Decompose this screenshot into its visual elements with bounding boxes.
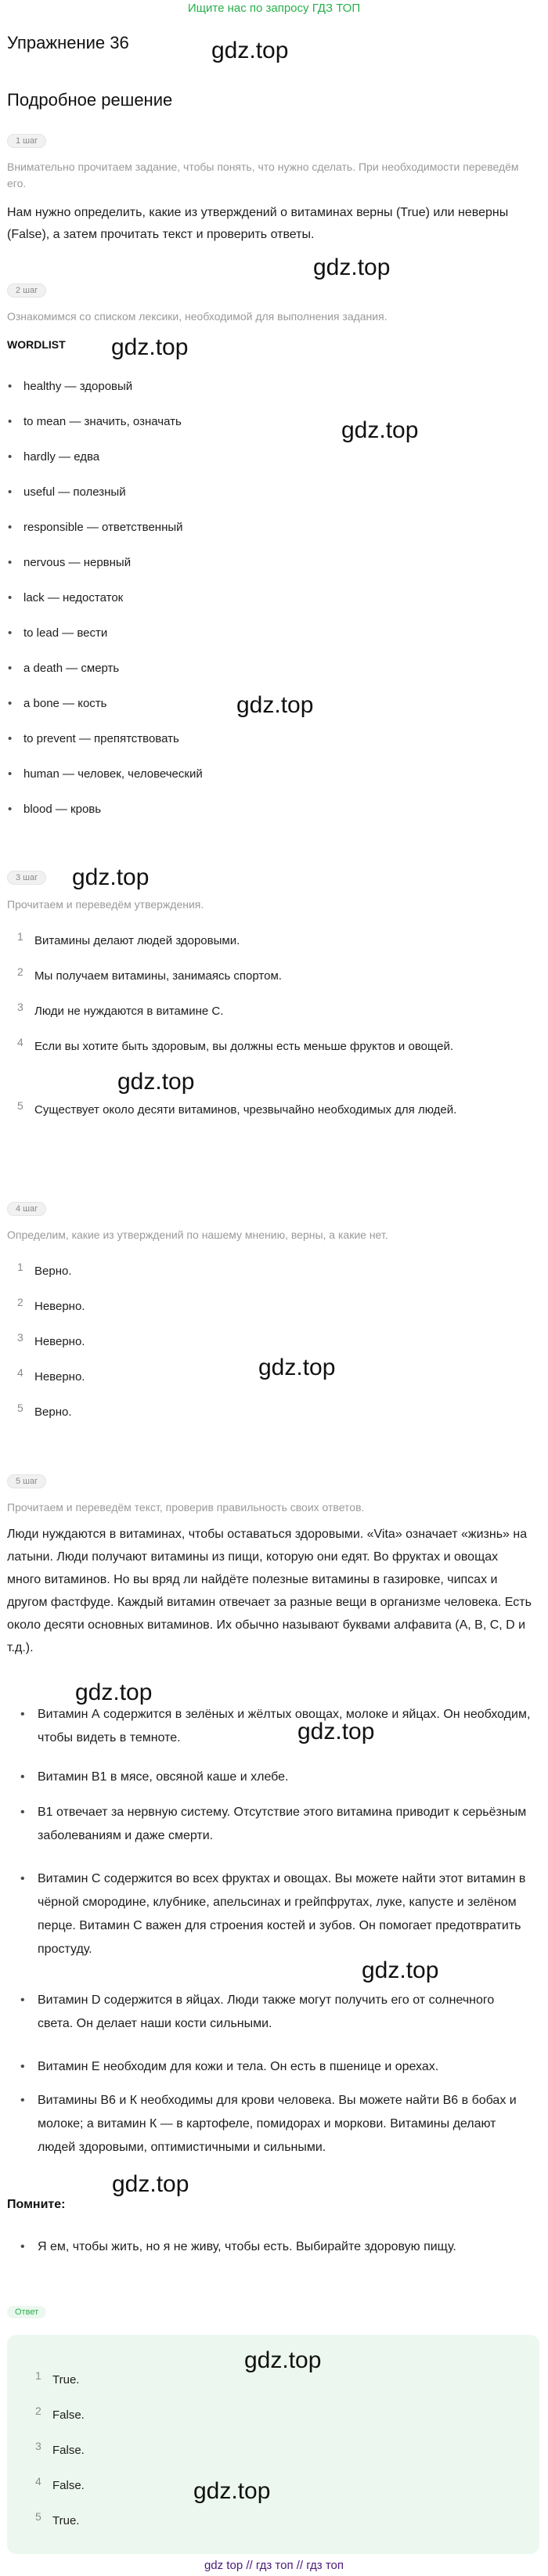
solution-heading: Подробное решение: [7, 90, 173, 110]
item-text: False.: [52, 2479, 85, 2492]
wordlist-item: • to lead — вести: [23, 626, 107, 640]
wordlist-item: • hardly — едва: [23, 450, 99, 464]
item-text: Неверно.: [34, 1370, 85, 1384]
watermark: gdz.top: [117, 1069, 195, 1095]
step-3-instruction: Прочитаем и переведём утверждения.: [7, 898, 204, 911]
watermark: gdz.top: [244, 2347, 322, 2373]
vitamin-item: • Витамин А содержится в зелёных и жёлтых овощах, молоке и яйцах. Он необходим, чтобы видеть в темноте.: [38, 1703, 531, 1750]
watermark: gdz.top: [297, 1719, 375, 1744]
item-text: True.: [52, 2514, 80, 2527]
item-text: Мы получаем витамины, занимаясь спортом.: [34, 969, 282, 983]
remember-title: Помните:: [7, 2198, 66, 2211]
item-number: 2: [17, 965, 23, 978]
item-number: 3: [35, 2440, 41, 2452]
exercise-title: Упражнение 36: [7, 33, 129, 52]
wordlist-item: • to prevent — препятствовать: [23, 732, 179, 745]
watermark: gdz.top: [72, 864, 150, 890]
step-2-badge: 2 шаг: [7, 283, 46, 298]
vitamin-item: • Витамин С содержится во всех фруктах и овощах. Вы можете найти этот витамин в чёрной смородине, клубнике, апельсинах и грейпфрутах, луке, капусте и зелёном перце. Витамин С важен для строения костей и зубов. Он помогает предотвратить простуду.: [38, 1867, 531, 1961]
step-4-badge: 4 шаг: [7, 1202, 46, 1216]
item-number: 1: [35, 2369, 41, 2382]
wordlist-item: • to mean — значить, означать: [23, 415, 182, 428]
vitamin-item: • В1 отвечает за нервную систему. Отсутствие этого витамина приводит к серьёзным заболеваниям и даже смерти.: [38, 1801, 531, 1848]
item-text: Существует около десяти витаминов, чрезвычайно необходимых для людей.: [34, 1103, 457, 1117]
step-5-instruction: Прочитаем и переведём текст, проверив правильность своих ответов.: [7, 1501, 365, 1513]
wordlist-title: WORDLIST: [7, 338, 66, 351]
watermark: gdz.top: [111, 334, 189, 360]
item-number: 2: [35, 2405, 41, 2417]
watermark: gdz.top: [75, 1679, 153, 1705]
promo-banner-link[interactable]: Ищите нас по запросу ГДЗ ТОП: [187, 2, 361, 15]
wordlist-item: • a death — смерть: [23, 662, 119, 675]
item-number: 4: [17, 1366, 23, 1379]
watermark: gdz.top: [211, 38, 289, 63]
step-3-badge: 3 шаг: [7, 871, 46, 885]
wordlist-item: • human — человек, человеческий: [23, 767, 203, 781]
answer-badge: Ответ: [7, 2306, 46, 2318]
watermark: gdz.top: [362, 1957, 439, 1983]
item-text: False.: [52, 2408, 85, 2422]
wordlist-item: • nervous — нервный: [23, 556, 131, 569]
wordlist-item: • healthy — здоровый: [23, 380, 132, 393]
vitamin-item: • Витамин В1 в мясе, овсяной каше и хлебе.: [38, 1766, 531, 1789]
remember-item: • Я ем, чтобы жить, но я не живу, чтобы есть. Выбирайте здоровую пищу.: [38, 2235, 531, 2259]
watermark: gdz.top: [258, 1355, 336, 1380]
watermark: gdz.top: [236, 692, 314, 718]
step-2-instruction: Ознакомимся со списком лексики, необходимой для выполнения задания.: [7, 310, 388, 323]
wordlist-item: • blood — кровь: [23, 803, 101, 816]
item-text: Неверно.: [34, 1300, 85, 1313]
item-text: True.: [52, 2373, 80, 2387]
item-text: Витамины делают людей здоровыми.: [34, 934, 240, 947]
step-5-badge: 5 шаг: [7, 1474, 46, 1488]
item-number: 3: [17, 1331, 23, 1344]
vitamin-item: • Витамин Е необходим для кожи и тела. Он есть в пшенице и орехах.: [38, 2055, 531, 2079]
reading-text: Люди нуждаются в витаминах, чтобы оставаться здоровыми. «Vita» означает «жизнь» на латыни. Люди получают витамины из пищи, которую они едят. Во фруктах и овощах много витаминов. Но вы вряд ли найдёте полезные витамины в газировке, чипсах и другом фастфуде. Каждый витамин отвечает за разные вещи в организме человека. Есть около десяти основных витаминов. Их обычно называют буквами алфавита (A, B, C, D и т.д.).: [7, 1528, 532, 1654]
item-text: Люди не нуждаются в витамине С.: [34, 1005, 224, 1018]
item-number: 2: [17, 1296, 23, 1308]
wordlist-item: • lack — недостаток: [23, 591, 123, 604]
item-number: 4: [35, 2475, 41, 2488]
footer-links[interactable]: gdz top // гдз топ // гдз топ: [204, 2559, 344, 2572]
item-number: 4: [17, 1036, 23, 1048]
item-text: Если вы хотите быть здоровым, вы должны есть меньше фруктов и овощей.: [34, 1040, 454, 1053]
step-1-badge: 1 шаг: [7, 134, 46, 148]
item-text: Верно.: [34, 1265, 72, 1278]
watermark: gdz.top: [313, 254, 391, 280]
step-1-instruction: Внимательно прочитаем задание, чтобы понять, что нужно сделать. При необходимости переведём его.: [7, 161, 519, 189]
item-text: False.: [52, 2444, 85, 2457]
item-number: 3: [17, 1001, 23, 1013]
wordlist-item: • useful — полезный: [23, 485, 126, 499]
wordlist-item: • a bone — кость: [23, 697, 106, 710]
step-4-instruction: Определим, какие из утверждений по нашему мнению, верны, а какие нет.: [7, 1228, 388, 1241]
item-number: 1: [17, 930, 23, 943]
item-number: 5: [35, 2510, 41, 2523]
watermark: gdz.top: [112, 2171, 189, 2197]
watermark: gdz.top: [193, 2478, 271, 2504]
vitamin-item: • Витамины В6 и К необходимы для крови человека. Вы можете найти В6 в бобах и молоке; а витамин К — в картофеле, помидорах и моркови. Витамины делают людей здоровыми, оптимистичными и сильными.: [38, 2089, 531, 2159]
wordlist-item: • responsible — ответственный: [23, 521, 183, 534]
watermark: gdz.top: [341, 417, 419, 443]
item-number: 1: [17, 1261, 23, 1273]
vitamin-item: • Витамин D содержится в яйцах. Люди также могут получить его от солнечного света. Он делает наши кости сильными.: [38, 1989, 531, 2036]
step-1-text: Нам нужно определить, какие из утверждений о витаминах верны (True) или неверны (False), а затем прочитать текст и проверить ответы.: [7, 206, 509, 241]
item-text: Неверно.: [34, 1335, 85, 1348]
item-number: 5: [17, 1402, 23, 1414]
item-text: Верно.: [34, 1405, 72, 1419]
item-number: 5: [17, 1099, 23, 1112]
